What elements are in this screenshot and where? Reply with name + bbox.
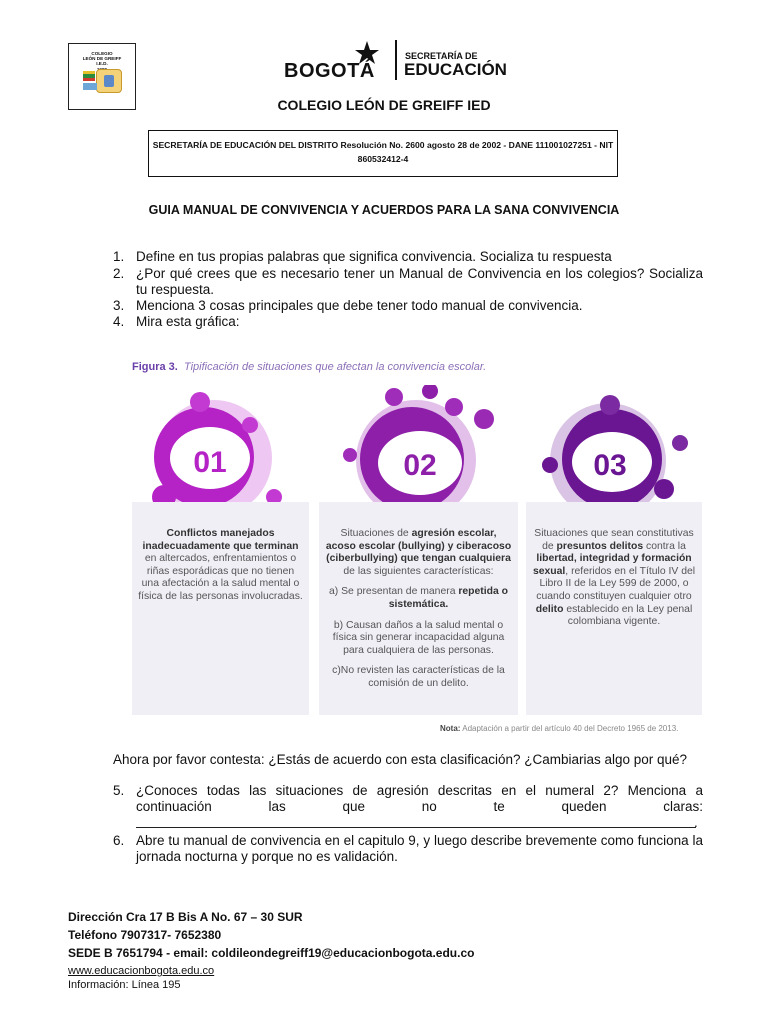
secretaria-label: SECRETARÍA DE: [405, 51, 478, 61]
question-number: 1.: [113, 249, 125, 264]
shield-icon: [96, 69, 122, 93]
question-text: Mira esta gráfica:: [136, 314, 240, 329]
type-03-description: [532, 528, 696, 629]
type-01-panel: [132, 502, 309, 715]
figure-caption: [132, 361, 486, 373]
type-03-bold: delito: [535, 603, 564, 615]
bogota-wordmark: BOGOTÁ: [284, 60, 375, 82]
flag-icon: [83, 71, 95, 81]
question-text: ¿Conoces todas las situaciones de agresión descritas en el numeral 2? Menciona a continuación las que no te queden claras:: [136, 783, 703, 814]
question-4: [113, 314, 703, 330]
type-02-item-a: a) Se presentan de manera: [328, 586, 459, 598]
prompt-after-figure: Ahora por favor contesta: ¿Estás de acuerdo con esta clasificación? ¿Cambiarias algo por qué?: [113, 752, 688, 767]
type-02-panel: [319, 502, 518, 715]
type-03-number: 03: [593, 449, 627, 482]
question-number: 2.: [113, 266, 125, 281]
question-3: [113, 298, 703, 314]
figure-caption-text: Tipificación de situaciones que afectan la convivencia escolar.: [183, 361, 487, 373]
footer-info: Información: Línea 195: [68, 979, 181, 991]
question-text: ¿Por qué crees que es necesario tener un Manual de Convivencia en los colegios? Socializa tu respuesta.: [136, 266, 703, 297]
resolution-box: SECRETARÍA DE EDUCACIÓN DEL DISTRITO Resolución No. 2600 agosto 28 de 2002 - DANE 111001027251 - NIT 860532412-4: [148, 130, 618, 177]
type-03-text: establecido en la Ley penal colombiana vigente.: [563, 603, 693, 628]
type-03-panel: [526, 502, 702, 715]
type-02-bold: agresión escolar, acoso escolar (bullying) y ciberacoso (ciberbullying) que tengan cualquiera: [325, 528, 512, 565]
type-02-item-c: c)No revisten las características de la comisión de un delito.: [332, 665, 505, 689]
question-number: 4.: [113, 314, 125, 329]
type-02-item-a-bold: repetida o sistemática.: [388, 586, 509, 610]
type-02-description: [325, 528, 512, 699]
question-number: 6.: [113, 833, 125, 848]
type-03-bold: libertad, integridad y formación sexual: [532, 553, 692, 577]
question-text: Abre tu manual de convivencia en el capitulo 9, y luego describe brevemente como funciona la jornada nocturna y porque no es validación.: [136, 833, 703, 864]
note-label: Nota:: [440, 724, 461, 733]
type-01-text: en altercados, enfrentamientos o riñas esporádicas que no tienen una afectación a la salud mental o física de las personas involucradas.: [138, 553, 303, 602]
figure-note: [440, 724, 678, 733]
type-01-description: [138, 528, 303, 604]
question-6: [113, 833, 703, 865]
type-02-text: Situaciones de: [340, 528, 412, 539]
star-icon: [354, 40, 380, 66]
school-name: COLEGIO LEÓN DE GREIFF IED: [277, 97, 491, 113]
logo-divider: [395, 40, 397, 80]
question-number: 5.: [113, 783, 125, 798]
type-03-text: Situaciones que sean constitutivas de: [534, 528, 694, 552]
educacion-label: EDUCACIÓN: [404, 60, 507, 79]
question-number: 3.: [113, 298, 125, 313]
question-5: [113, 783, 703, 831]
question-text: Define en tus propias palabras que significa convivencia. Socializa tu respuesta: [136, 249, 612, 264]
type-02-blob: [343, 385, 494, 505]
note-text: Adaptación a partir del artículo 40 del Decreto 1965 de 2013.: [462, 724, 679, 733]
type-01-number: 01: [193, 446, 227, 479]
banner-icon: [83, 83, 97, 90]
footer-sede: SEDE B 7651794 - email: coldileondegreiff19@educacionbogota.edu.co: [68, 946, 475, 960]
answer-line[interactable]: [136, 826, 696, 828]
type-02-text-end: de las siguientes características:: [343, 565, 494, 577]
answer-line-end: .: [694, 815, 698, 830]
type-02-number: 02: [403, 449, 437, 482]
school-logo-text: COLEGIO LEÓN DE GREIFF I.E.D.: [82, 51, 122, 67]
footer-address: Dirección Cra 17 B Bis A No. 67 – 30 SUR: [68, 910, 303, 924]
type-blobs: [130, 385, 700, 505]
type-01-bold: Conflictos manejados inadecuadamente que terminan: [142, 528, 299, 552]
document-title: GUIA MANUAL DE CONVIVENCIA Y ACUERDOS PARA LA SANA CONVIVENCIA: [148, 203, 620, 217]
bogota-logo: [284, 40, 507, 84]
type-03-text: contra la: [643, 540, 686, 552]
question-1: [113, 249, 703, 265]
question-2: [113, 266, 703, 298]
type-03-text: , referidos en el Título IV del Libro II de la Ley 599 de 2000, o cuando constituyen cualquier otro: [536, 565, 696, 602]
figure-label: Figura 3.: [132, 361, 178, 373]
footer-website-link[interactable]: www.educacionbogota.edu.co: [68, 965, 215, 977]
type-02-item-b: b) Causan daños a la salud mental o física sin generar incapacidad alguna para cualquiera de las personas.: [332, 619, 505, 656]
question-text: Menciona 3 cosas principales que debe tener todo manual de convivencia.: [136, 298, 583, 313]
type-03-bold: presuntos delitos: [556, 540, 644, 552]
footer-phone: Teléfono 7907317- 7652380: [68, 928, 222, 942]
